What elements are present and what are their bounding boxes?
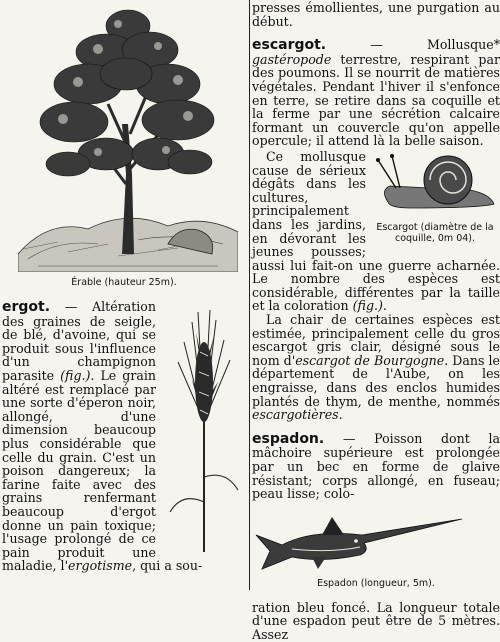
- swordfish-caption: Espadon (longueur, 5m).: [317, 577, 435, 589]
- top-continuation-text: presses émollientes, une purgation au début.: [252, 0, 500, 29]
- ergot-text-a: — Altération des graines de seigle, de blé, d'avoine, qui se produit sous l'influence d'un champignon parasite: [2, 299, 156, 383]
- ergot-text-b: . Le grain altéré est remplacé par une sorte d'éperon noir, allongé, d'une dimension beaucoup plus considérable que celle du grain. C'est un poison dangereux; la farine faite avec des grains renfermant beaucoup d'ergot donne un pain toxique; l'usage prolongé de ce pain produit une maladie, l': [2, 367, 156, 574]
- ergot-text-c: , qui a sou-: [132, 558, 203, 574]
- swordfish-illustration: [252, 505, 500, 577]
- escargot-text-a: — Mollusque*: [326, 37, 500, 53]
- snail-caption: Escargot (diamètre de la coquille, 0m 04).: [376, 221, 494, 244]
- escargot-p3-text-a: La chair de certaines espèces est estimée, principalement celle du gros escargot gris clair, désigné sous le nom d': [252, 312, 500, 368]
- espadon-bottom-text: ration bleu foncé. La longueur totale d'une espadon peut être de 5 mètres. Assez: [252, 599, 500, 642]
- escargot-p3-end: .: [338, 407, 343, 423]
- escargot-p2-end: .: [382, 298, 387, 314]
- escargot-p2-text: Ce mollusque cause de sérieux dégâts dans les cultures, principalement dans les jardins, en dévorant les jeunes pousses; aussi lui fait-on une guerre acharnée. Le nombre des espèces est considérable, différentes par la taille et la coloration: [252, 148, 500, 314]
- ergot-fig-ref: (fig.): [60, 367, 91, 383]
- escargotieres-term: escargotières: [252, 407, 339, 423]
- ergotisme-term: ergotisme: [68, 558, 133, 574]
- escargot-headword: escargot.: [252, 37, 327, 54]
- bourgogne-term: escargot de Bourgogne: [295, 352, 445, 368]
- escargot-fig-ref: (fig.): [352, 298, 383, 314]
- escargot-text-b: terrestre, respirant par des poumons. Il se nourrit de matières végétales. Pendant l'hiver il s'enfonce en terre, se retire dans sa coquille et la ferme par une sécrétion calcaire formant un couvercle qu'on appelle opercule; il attend là la belle saison.: [252, 51, 500, 149]
- maple-tree-illustration: [18, 4, 238, 272]
- ergot-wheat-illustration: [162, 302, 246, 552]
- ergot-headword: ergot.: [2, 299, 51, 315]
- ergot-entry: [2, 300, 246, 573]
- espadon-text-a: — Poisson dont la mâchoire supérieure est prolongée par un bec en forme de glaive résistant; corps allongé, en fuseau; peau lisse; colo-: [252, 430, 500, 502]
- snail-figure: [370, 150, 500, 248]
- espadon-entry: [252, 432, 500, 642]
- espadon-headword: espadon.: [252, 430, 325, 447]
- left-column: [0, 0, 248, 590]
- maple-caption: Érable (hauteur 25m).: [71, 277, 177, 288]
- escargot-paragraph-3: [252, 313, 500, 422]
- column-divider: [249, 0, 250, 590]
- gasteropode-term: gastéropode: [252, 51, 332, 67]
- escargot-p3-text-b: . Dans le département de l'Aube, on les engraisse, dans des enclos humides plantés de thym, de menthe, nommés: [252, 352, 500, 409]
- snail-illustration: [370, 150, 500, 212]
- right-column: [252, 0, 500, 642]
- escargot-entry: [252, 38, 500, 422]
